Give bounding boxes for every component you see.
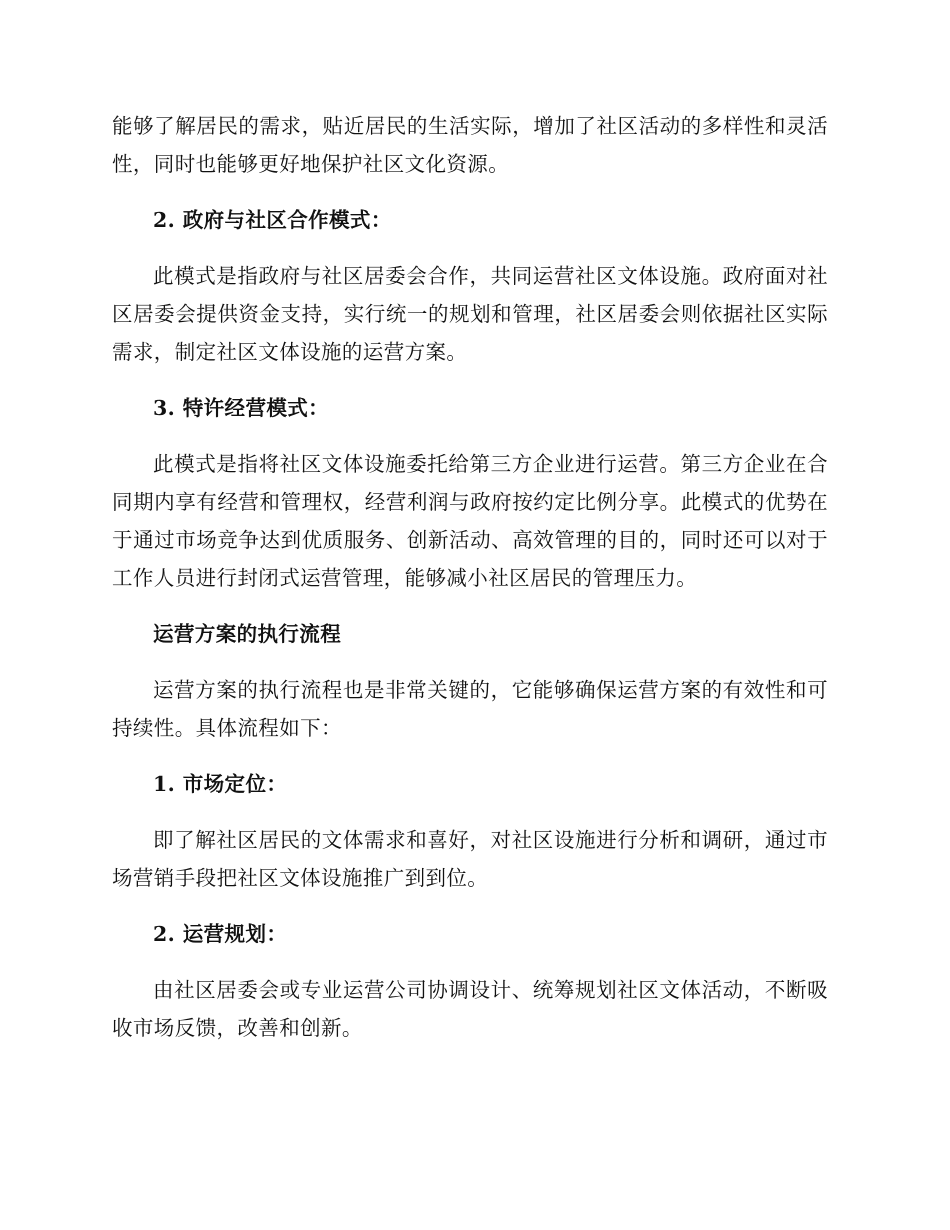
heading-franchise-model: 3. 特许经营模式： (153, 396, 330, 420)
heading-execution-process: 运营方案的执行流程 (153, 622, 342, 646)
paragraph-execution-process: 运营方案的执行流程也是非常关键的，它能够确保运营方案的有效性和可持续性。具体流程如下： (112, 678, 828, 740)
heading-market-positioning: 1. 市场定位： (153, 772, 288, 796)
document-page (112, 107, 828, 1065)
paragraph-franchise-model: 此模式是指将社区文体设施委托给第三方企业进行运营。第三方企业在合同期内享有经营和管理权，经营利润与政府按约定比例分享。此模式的优势在于通过市场竞争达到优质服务、创新活动、高效管理的目的，同时还可以对于工作人员进行封闭式运营管理，能够减小社区居民的管理压力。 (112, 452, 828, 590)
paragraph-operation-planning: 由社区居委会或专业运营公司协调设计、统筹规划社区文体活动，不断吸收市场反馈，改善和创新。 (112, 978, 828, 1040)
heading-government-community-model: 2. 政府与社区合作模式： (153, 208, 392, 232)
heading-operation-planning: 2. 运营规划： (153, 922, 288, 946)
paragraph-government-community-model: 此模式是指政府与社区居委会合作，共同运营社区文体设施。政府面对社区居委会提供资金支持，实行统一的规划和管理，社区居委会则依据社区实际需求，制定社区文体设施的运营方案。 (112, 264, 828, 364)
paragraph-continued: 能够了解居民的需求，贴近居民的生活实际，增加了社区活动的多样性和灵活性，同时也能够更好地保护社区文化资源。 (112, 114, 828, 176)
paragraph-market-positioning: 即了解社区居民的文体需求和喜好，对社区设施进行分析和调研，通过市场营销手段把社区文体设施推广到到位。 (112, 828, 828, 890)
